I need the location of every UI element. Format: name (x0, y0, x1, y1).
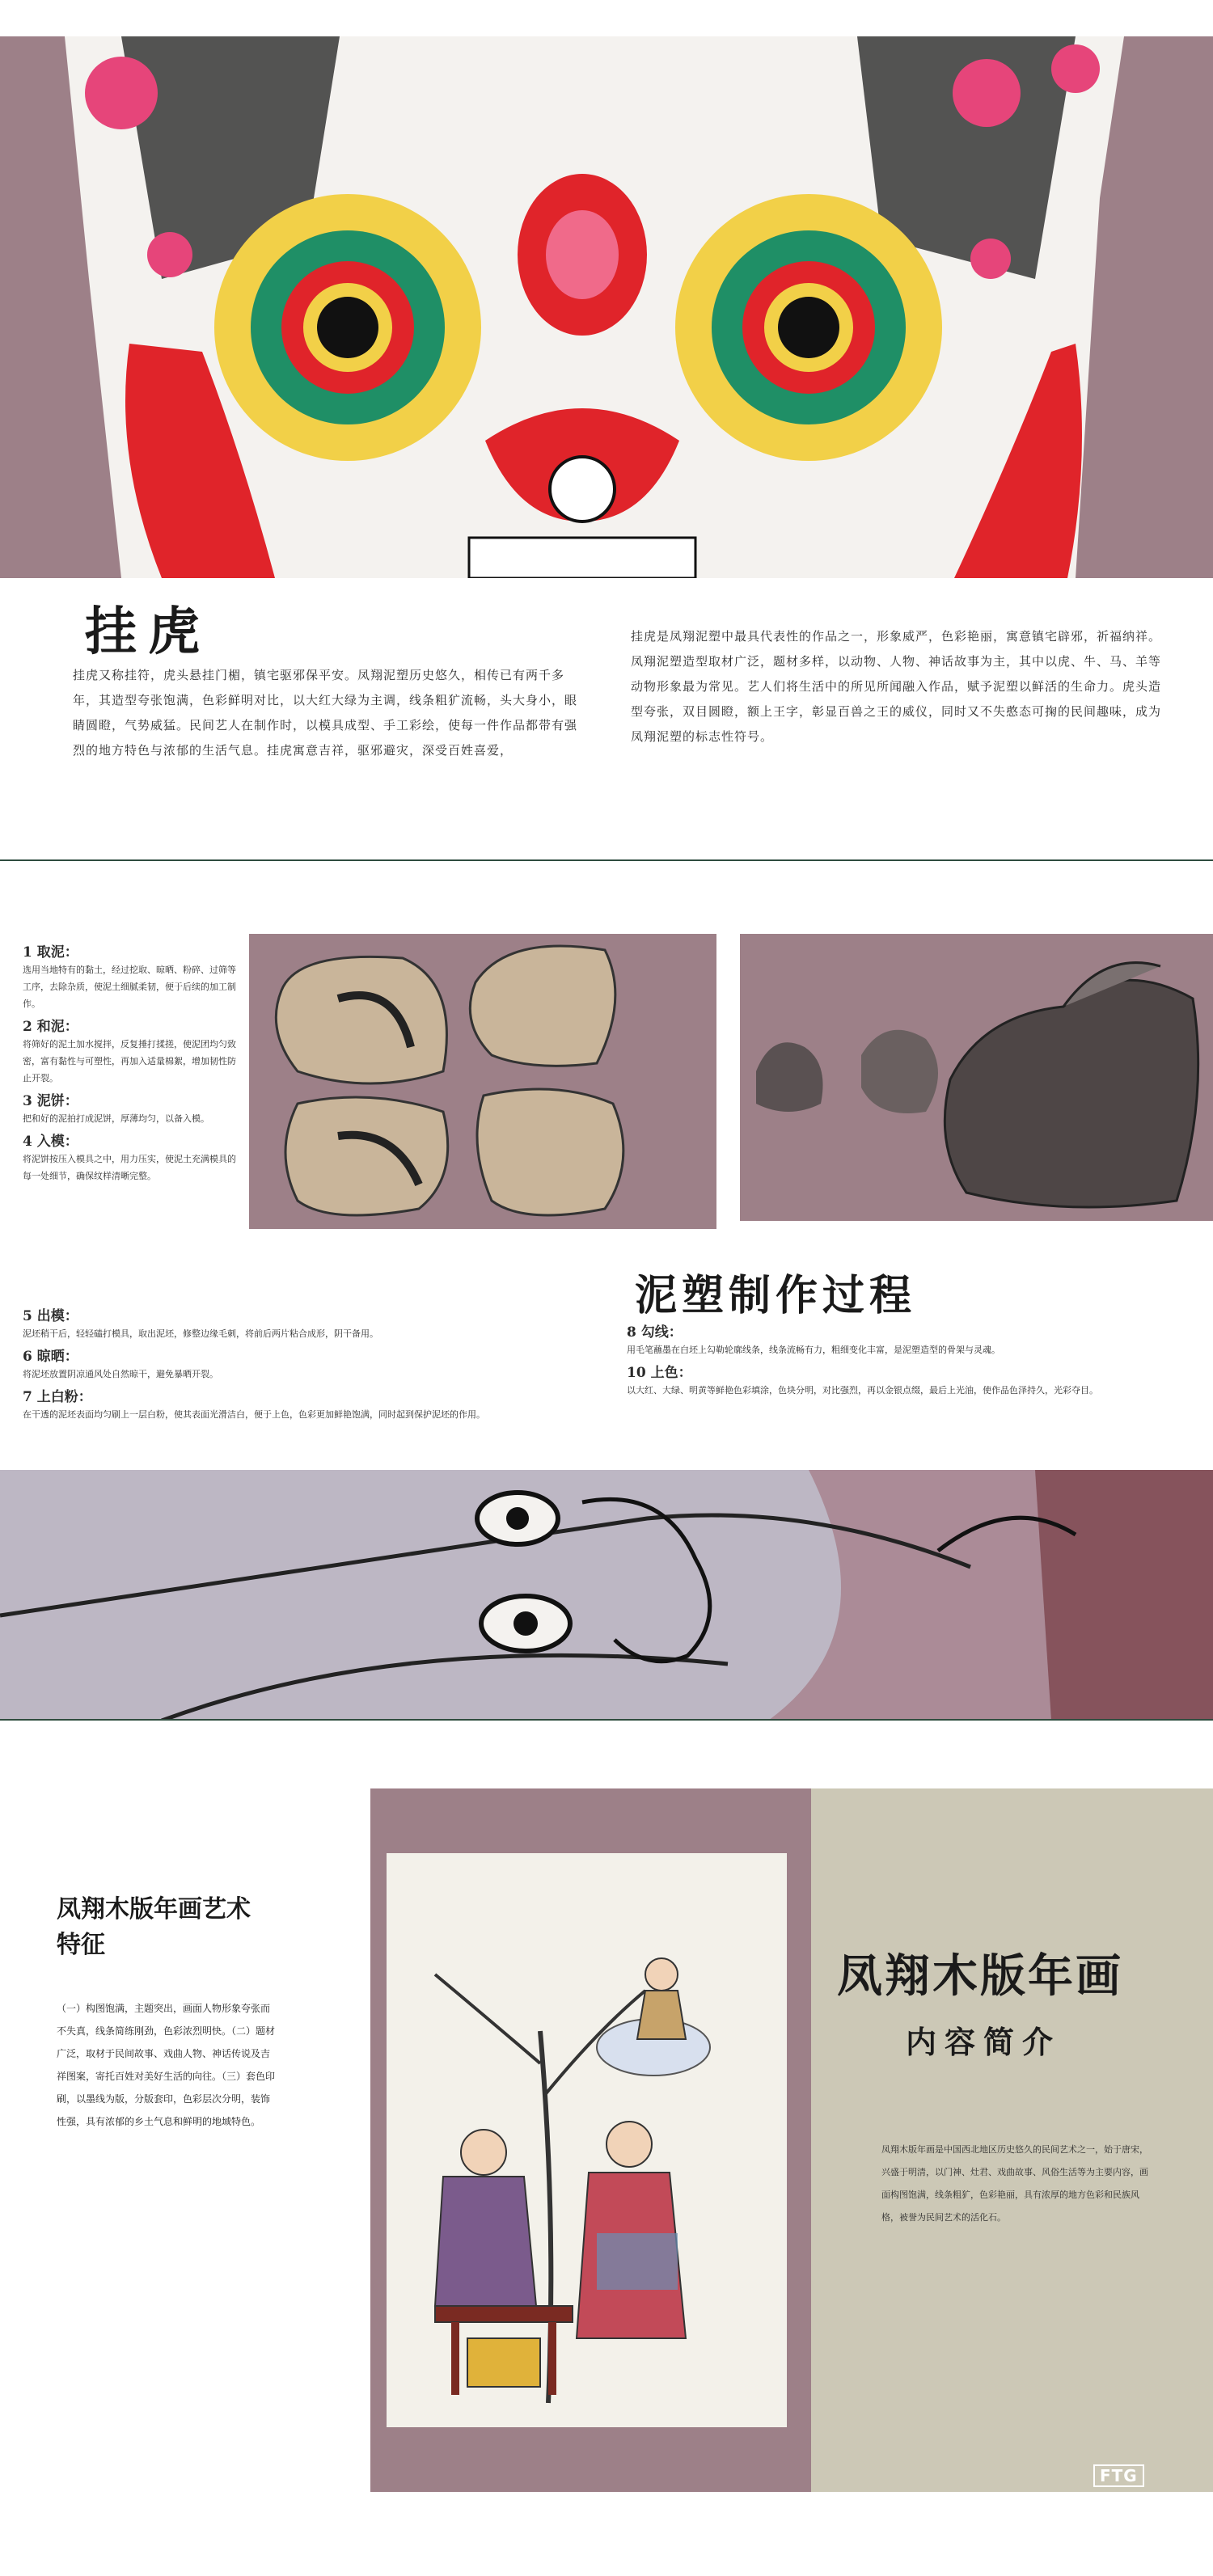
tiger-text-right: 挂虎是凤翔泥塑中最具代表性的作品之一，形象威严，色彩艳丽，寓意镇宅辟邪，祈福纳祥。凤翔泥塑造型取材广泛，题材多样，以动物、人物、神话故事为主，其中以虎、牛、马、羊等动物形象最为常见。艺人们将生活中的所见所闻融入作品，赋予泥塑以鲜活的生命力。虎头造型夸张，双目圆瞪，额上王字，彰显百兽之王的威仪，同时又不失憨态可掬的民间趣味，成为凤翔泥塑的标志性符号。 (631, 629, 1162, 744)
clay-molds-photo (249, 934, 716, 1229)
process-step-5 (23, 1308, 605, 1342)
process-steps-right (627, 1318, 1193, 1399)
section-divider (0, 1719, 1213, 1721)
step-text: 选用当地特有的黏土，经过挖取、晾晒、粉碎、过筛等工序，去除杂质，使泥土细腻柔韧，便于后续的加工制作。 (23, 965, 236, 1009)
process-step-10 (627, 1365, 1193, 1399)
step-heading: 3 泥饼： (23, 1093, 78, 1109)
step-heading: 2 和泥： (23, 1019, 78, 1035)
ftg-logo: FTG (1093, 2464, 1144, 2487)
painting-detail-banner (0, 1470, 1213, 1721)
step-text: 将泥坯放置阴凉通风处自然晾干，避免暴晒开裂。 (23, 1369, 218, 1379)
process-step-1 (23, 944, 241, 1012)
clay-figures-illustration (740, 934, 1213, 1221)
painting-detail-illustration (0, 1470, 1213, 1721)
step-heading: 5 出模： (23, 1308, 78, 1324)
section-divider (0, 859, 1213, 861)
step-text: 用毛笔蘸墨在白坯上勾勒轮廓线条，线条流畅有力，粗细变化丰富，是泥塑造型的骨架与灵魂。 (627, 1345, 1000, 1355)
woodblock-intro-text: 凤翔木版年画是中国西北地区历史悠久的民间艺术之一，始于唐宋，兴盛于明清，以门神、灶君、戏曲故事、风俗生活等为主要内容，画面构图饱满，线条粗犷，色彩艳丽，具有浓厚的地方色彩和民族风格，被誉为民间艺术的活化石。 (881, 2144, 1148, 2223)
step-text: 泥坯稍干后，轻轻磕打模具，取出泥坯，修整边缘毛刺，将前后两片粘合成形，阴干备用。 (23, 1328, 378, 1339)
step-text: 将筛好的泥土加水搅拌，反复捶打揉搓，使泥团均匀致密，富有黏性与可塑性，再加入适量棉絮，增加韧性防止开裂。 (23, 1039, 236, 1083)
tiger-mask-illustration (0, 36, 1213, 578)
clay-process-title: 泥塑制作过程 (635, 1271, 917, 1320)
process-step-4 (23, 1134, 241, 1185)
woodblock-features-text: （一）构图饱满，主题突出，画面人物形象夸张而不失真，线条简练刚劲，色彩浓烈明快。（二）题材广泛，取材于民间故事、戏曲人物、神话传说及吉祥图案，寄托百姓对美好生活的向往。（三）套色印刷，以墨线为版，分版套印，色彩层次分明，装饰性强，具有浓郁的乡土气息和鲜明的地域特色。 (57, 2003, 276, 2127)
step-heading: 4 入模： (23, 1134, 78, 1150)
step-text: 在干透的泥坯表面均匀刷上一层白粉，使其表面光滑洁白，便于上色，色彩更加鲜艳饱满，同时起到保护泥坯的作用。 (23, 1409, 485, 1420)
step-text: 将泥饼按压入模具之中，用力压实，使泥土充满模具的每一处细节，确保纹样清晰完整。 (23, 1154, 236, 1181)
step-heading: 1 取泥： (23, 944, 78, 961)
process-steps-bottom (23, 1302, 605, 1423)
step-heading: 7 上白粉： (23, 1389, 92, 1405)
woodblock-print-illustration (387, 1853, 787, 2427)
step-text: 把和好的泥拍打成泥饼，厚薄均匀，以备入模。 (23, 1113, 209, 1124)
process-step-2 (23, 1019, 241, 1087)
woodblock-title: 凤翔木版年画 (837, 1949, 1123, 2003)
tiger-mask-banner (0, 36, 1213, 578)
clay-figures-photo (740, 934, 1213, 1221)
step-text: 以大红、大绿、明黄等鲜艳色彩填涂，色块分明，对比强烈，再以金银点缀，最后上光油，使作品色泽持久，光彩夺目。 (627, 1385, 1098, 1396)
clay-molds-illustration (249, 934, 716, 1229)
process-step-3 (23, 1093, 241, 1127)
woodblock-subtitle: 内容简介 (906, 2024, 1062, 2060)
process-step-6 (23, 1349, 605, 1383)
process-steps-left (23, 938, 241, 1185)
tiger-text-left: 挂虎又称挂符，虎头悬挂门楣，镇宅驱邪保平安。凤翔泥塑历史悠久，相传已有两千多年，其造型夸张饱满，色彩鲜明对比，以大红大绿为主调，线条粗犷流畅，头大身小，眼睛圆瞪，气势威猛。民间艺人在制作时，以模具成型、手工彩绘，使每一件作品都带有强烈的地方特色与浓郁的生活气息。挂虎寓意吉祥，驱邪避灾，深受百姓喜爱， (73, 668, 578, 758)
woodblock-features-title: 凤翔木版年画艺术特征 (57, 1895, 251, 1959)
tiger-section-title: 挂虎 (85, 602, 211, 662)
step-heading: 10 上色： (627, 1365, 692, 1381)
process-step-7 (23, 1389, 605, 1423)
process-step-8 (627, 1324, 1193, 1358)
step-heading: 6 晾晒： (23, 1349, 78, 1365)
step-heading: 8 勾线： (627, 1324, 683, 1341)
woodblock-print-image (387, 1853, 787, 2427)
